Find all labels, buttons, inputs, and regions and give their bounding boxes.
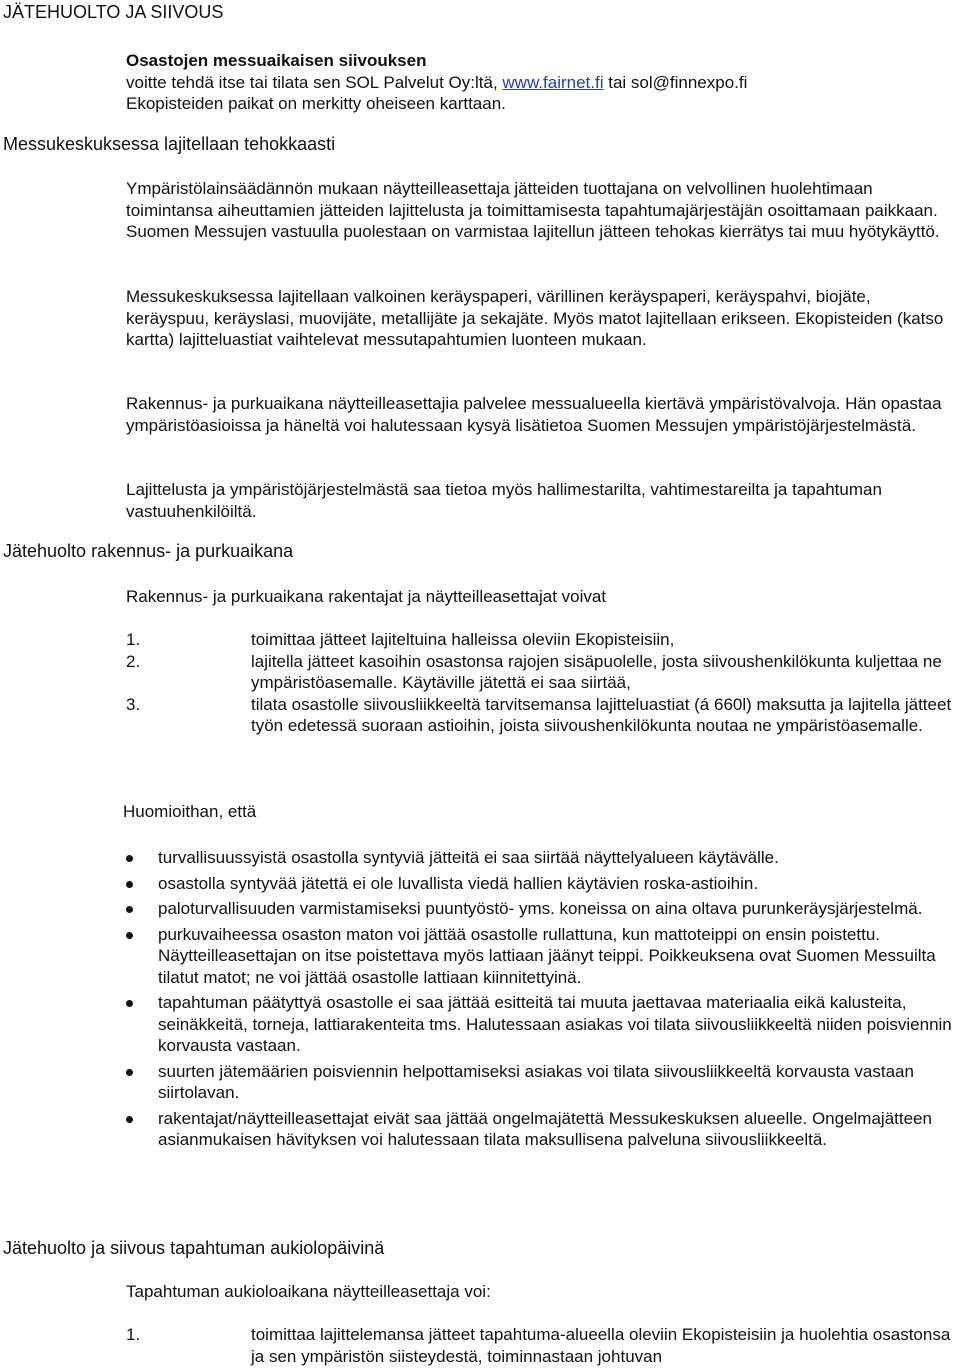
intro-contact-post: tai sol@finnexpo.fi [603, 72, 748, 92]
bullet-item [126, 992, 960, 1057]
section2-numbered-list [126, 629, 956, 737]
intro-contact-line [126, 72, 956, 94]
section2-bullet-list [126, 847, 960, 1155]
item-number: 1. [126, 1325, 141, 1344]
bullet-icon [126, 855, 133, 862]
bullet-text: purkuvaiheessa osaston maton voi jättää osastolle rullattuna, kun mattoteippi on ensin poistettu. Näytteilleasettajan on itse poistettava myös lattiaan jäänyt teippi. Poikkeuksena ovat Suomen Messuilta tilatut matot; ne voi jättää osastolle lattiaan kiinnitettyinä. [158, 924, 936, 987]
section2-heading: Jätehuolto rakennus- ja purkuaikana [3, 541, 294, 561]
section1-paragraph-2: Messukeskuksessa lajitellaan valkoinen keräyspaperi, värillinen keräyspaperi, keräyspahvi, biojäte, keräyspuu, keräyslasi, muovijäte, metallijäte ja sekajäte. Myös matot lajitellaan erikseen. Ekopisteiden (katso kartta) lajitteluastiat vaihtelevat messutapahtumien luonteen mukaan. [126, 287, 944, 349]
bullet-icon [126, 906, 133, 913]
section1-paragraph-4: Lajittelusta ja ympäristöjärjestelmästä saa tietoa myös hallimestarilta, vahtimestareilta ja tapahtuman vastuuhenkilöiltä. [126, 480, 882, 521]
bullet-item [126, 898, 960, 920]
section1-paragraph-3: Rakennus- ja purkuaikana näytteilleasettajia palvelee messualueella kiertävä ympäristövalvoja. Hän opastaa ympäristöasioissa ja häneltä voi halutessaan kysyä lisätietoa Suomen Messujen ympäristöjärjestelmästä. [126, 394, 942, 435]
section3-heading: Jätehuolto ja siivous tapahtuman aukiolopäivinä [3, 1238, 385, 1258]
bullet-icon [126, 1069, 133, 1076]
section3-numbered-list [126, 1324, 956, 1367]
numbered-item [126, 694, 956, 737]
item-text: toimittaa jätteet lajiteltuina halleissa oleviin Ekopisteisiin, [251, 630, 675, 649]
bullet-text: turvallisuussyistä osastolla syntyviä jätteitä ei saa siirtää näyttelyalueen käytävälle. [158, 848, 779, 867]
numbered-item [126, 1324, 956, 1367]
intro-contact-pre: voitte tehdä itse tai tilata sen SOL Palvelut Oy:ltä, [126, 72, 503, 92]
intro-map-note: Ekopisteiden paikat on merkitty oheiseen karttaan. [126, 94, 506, 113]
intro-bold-line: Osastojen messuaikaisen siivouksen [126, 51, 427, 70]
numbered-item [126, 651, 956, 694]
bullet-text: suurten jätemäärien poisviennin helpottamiseksi asiakas voi tilata siivousliikkeeltä korvausta vastaan siirtolavan. [158, 1061, 914, 1102]
bullet-text: rakentajat/näytteilleasettajat eivät saa jättää ongelmajätettä Messukeskuksen alueelle. Ongelmajätteen asianmukaisen hävityksen voi halutessaan tilata maksullisena palveluna siivousliikkeeltä. [158, 1108, 932, 1149]
item-number: 1. [126, 630, 141, 649]
numbered-item [126, 629, 956, 651]
bullet-icon [126, 932, 133, 939]
section3-intro: Tapahtuman aukioloaikana näytteilleasettaja voi: [126, 1282, 491, 1301]
bullet-item [126, 924, 960, 989]
bullet-item [126, 1061, 960, 1104]
section2-note: Huomioithan, että [123, 802, 257, 821]
intro-block [126, 50, 956, 115]
item-text: lajitella jätteet kasoihin osastonsa rajojen sisäpuolelle, josta siivoushenkilökunta kuljettaa ne ympäristöasemalle. Käytäville jätettä ei saa siirtää, [251, 651, 942, 692]
bullet-text: paloturvallisuuden varmistamiseksi puuntyöstö- yms. koneissa on aina oltava purunkeräysjärjestelmä. [158, 899, 923, 918]
bullet-item [126, 847, 960, 869]
item-number: 3. [126, 694, 141, 714]
bullet-item [126, 1108, 960, 1151]
bullet-text: tapahtuman päätyttyä osastolle ei saa jättää esitteitä tai muuta jaettavaa materiaalia eikä kalusteita, seinäkkeitä, torneja, lattiarakenteita tms. Halutessaan asiakas voi tilata siivousliikkeeltä niiden poisviennin korvausta vastaan. [158, 993, 952, 1055]
bullet-icon [126, 1000, 133, 1007]
bullet-text: osastolla syntyvää jätettä ei ole luvallista viedä hallien käytävien roska-astioihin. [158, 873, 759, 893]
section1-heading: Messukeskuksessa lajitellaan tehokkaasti [3, 134, 336, 154]
item-text: toimittaa lajittelemansa jätteet tapahtuma-alueella oleviin Ekopisteisiin ja huolehtia osastonsa ja sen ympäristön siisteydestä, toiminnastaan johtuvan [251, 1325, 951, 1366]
section1-paragraph-1: Ympäristölainsäädännön mukaan näytteilleasettaja jätteiden tuottajana on velvollinen huolehtimaan toimintansa aiheuttamien jätteiden lajittelusta ja toimittamisesta tapahtumajärjestäjän osoittamaan paikkaan. Suomen Messujen vastuulla puolestaan on varmistaa lajitellun jätteen tehokas kierrätys tai muu hyötykäyttö. [126, 179, 940, 241]
fairnet-link[interactable]: www.fairnet.fi [502, 72, 604, 92]
bullet-icon [126, 881, 133, 888]
item-number: 2. [126, 651, 141, 671]
bullet-item [126, 873, 960, 895]
bullet-icon [126, 1116, 133, 1123]
item-text: tilata osastolle siivousliikkeeltä tarvitsemansa lajitteluastiat (á 660l) maksutta ja lajitella jätteet työn edetessä suoraan astioihin, joista siivoushenkilökunta noutaa ne ympäristöasemalle. [251, 694, 952, 735]
document-title: JÄTEHUOLTO JA SIIVOUS [3, 2, 224, 22]
section2-intro: Rakennus- ja purkuaikana rakentajat ja näytteilleasettajat voivat [126, 587, 607, 606]
